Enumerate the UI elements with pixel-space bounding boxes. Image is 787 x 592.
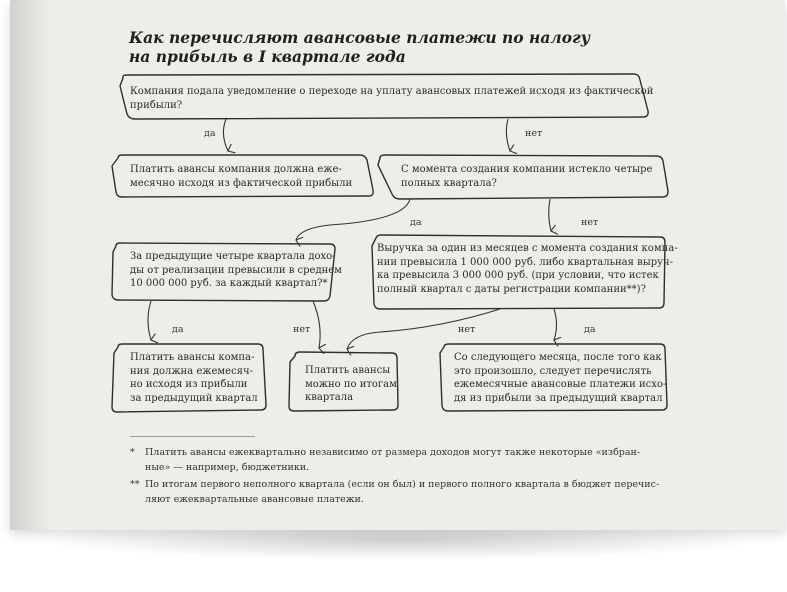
r4-line-2: это произошло, следует перечислять <box>454 365 652 377</box>
r3-line-1: Платить авансы <box>305 365 391 376</box>
r4-line-4: дя из прибыли за предыдущий квартал <box>454 392 663 404</box>
r1-line-2: месячно исходя из фактической прибыли <box>130 177 353 189</box>
footnote-2-mark: ** <box>130 479 140 490</box>
arrow-q3-no <box>313 301 320 348</box>
label-yes-2: да <box>410 217 422 228</box>
label-no-2: нет <box>581 217 599 228</box>
arrow-q2-no <box>549 199 551 231</box>
result-box-quarterly <box>305 364 397 405</box>
arrow-q4-yes <box>554 309 557 340</box>
arrow-q4-no <box>347 309 500 349</box>
label-yes-3: да <box>172 324 184 335</box>
r4-line-1: Со следующего месяца, после того как <box>454 352 662 363</box>
arrow-q3-yes <box>148 301 151 340</box>
r4-line-3: ежемесячные авансовые платежи исхо- <box>454 379 667 390</box>
r1-line-1: Платить авансы компания должна еже- <box>130 164 342 175</box>
question-box-advance-notice <box>130 85 653 112</box>
footnote-1-line-2: ные» — например, бюджетники. <box>145 462 310 473</box>
arrow-q2-yes <box>296 199 410 240</box>
q2-line-1: С момента создания компании истекло четыре <box>401 164 653 175</box>
question-box-average-income <box>130 250 342 291</box>
r2-line-4: за предыдущий квартал <box>130 392 258 404</box>
q4-line-1: Выручка за один из месяцев с момента создания компа- <box>377 243 678 254</box>
q3-line-1: За предыдущие четыре квартала дохо- <box>130 251 336 262</box>
result-box-next-month <box>454 351 666 405</box>
result-box-monthly-actual-profit <box>130 163 352 190</box>
label-no-3: нет <box>293 324 311 335</box>
label-no-4: нет <box>458 324 476 335</box>
question-box-revenue-threshold <box>377 242 678 296</box>
q1-line-1: Компания подала уведомление о переходе на уплату авансовых платежей исходя из фактической <box>130 86 654 97</box>
label-yes-1: да <box>204 128 216 139</box>
arrow-q1-no <box>506 119 510 151</box>
r2-line-3: но исходя из прибыли <box>130 379 248 390</box>
r2-line-1: Платить авансы компа- <box>130 352 255 363</box>
label-yes-4: да <box>584 324 596 335</box>
title-line-1: Как перечисляют авансовые платежи по налогу <box>129 28 591 47</box>
q3-line-3: 10 000 000 руб. за каждый квартал?* <box>130 278 328 289</box>
footnote-1-mark: * <box>130 447 135 458</box>
arrow-q1-yes <box>223 119 228 151</box>
q1-line-2: прибыли? <box>130 99 183 111</box>
question-box-four-quarters <box>401 163 652 190</box>
footnote-2-line-2: ляют ежеквартальные авансовые платежи. <box>145 494 364 505</box>
title-line-2: на прибыль в I квартале года <box>129 47 406 66</box>
label-no-1: нет <box>525 128 543 139</box>
footnote-divider <box>130 436 255 437</box>
result-box-monthly-prev-quarter <box>130 351 258 405</box>
q4-line-4: полный квартал с даты регистрации компании**)? <box>377 283 646 295</box>
r3-line-2: можно по итогам <box>305 378 397 390</box>
q4-line-2: нии превысила 1 000 000 руб. либо квартальная выруч- <box>377 256 673 268</box>
r2-line-2: ния должна ежемесяч- <box>130 365 253 377</box>
q3-line-2: ды от реализации превысили в среднем <box>130 264 342 276</box>
footnote-2-line-1: По итогам первого неполного квартала (если он был) и первого полного квартала в бюджет перечис- <box>145 479 660 490</box>
footnote-1-line-1: Платить авансы ежеквартально независимо от размера доходов могут также некоторые «избран- <box>145 447 641 458</box>
q4-line-3: ка превысила 3 000 000 руб. (при условии, что истек <box>377 270 659 281</box>
r3-line-3: квартала <box>305 392 354 403</box>
q2-line-2: полных квартала? <box>401 177 497 189</box>
